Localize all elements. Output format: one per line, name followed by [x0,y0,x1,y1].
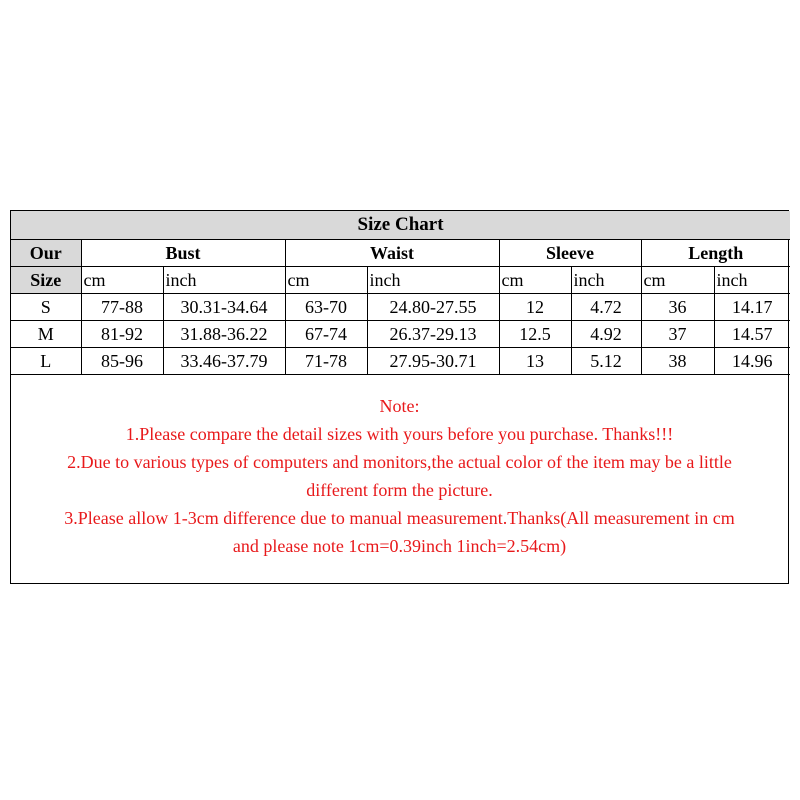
header-size: Size [11,266,81,293]
note-line: 2.Due to various types of computers and monitors,the actual color of the item may be a little [67,451,732,472]
note-line: and please note 1cm=0.39inch 1inch=2.54cm) [232,535,567,556]
cell-sleeve-cm: 13 [499,347,571,374]
cell-size: M [11,320,81,347]
unit-sleeve-inch: inch [571,266,641,293]
unit-waist-cm: cm [285,266,367,293]
unit-waist-inch: inch [367,266,499,293]
chart-title: Size Chart [11,211,790,239]
cell-size: S [11,293,81,320]
note-line: 3.Please allow 1-3cm difference due to manual measurement.Thanks(All measurement in cm [64,507,735,528]
cell-size: L [11,347,81,374]
size-chart [10,210,789,584]
table-row [11,347,790,374]
unit-length-inch: inch [714,266,790,293]
cell-sleeve-inch: 4.92 [571,320,641,347]
cell-bust-cm: 85-96 [81,347,163,374]
cell-sleeve-inch: 4.72 [571,293,641,320]
note-section [11,375,788,560]
cell-bust-inch: 33.46-37.79 [163,347,285,374]
cell-waist-cm: 71-78 [285,347,367,374]
cell-length-cm: 36 [641,293,714,320]
unit-bust-cm: cm [81,266,163,293]
header-bust: Bust [81,239,285,266]
cell-sleeve-cm: 12 [499,293,571,320]
cell-length-inch: 14.57 [714,320,790,347]
cell-waist-inch: 27.95-30.71 [367,347,499,374]
note-line: different form the picture. [306,479,493,500]
cell-bust-cm: 81-92 [81,320,163,347]
cell-waist-inch: 24.80-27.55 [367,293,499,320]
header-row-groups [11,239,790,266]
cell-length-inch: 14.17 [714,293,790,320]
cell-bust-cm: 77-88 [81,293,163,320]
header-sleeve: Sleeve [499,239,641,266]
cell-sleeve-cm: 12.5 [499,320,571,347]
unit-sleeve-cm: cm [499,266,571,293]
cell-waist-cm: 63-70 [285,293,367,320]
table-row [11,293,790,320]
header-length: Length [641,239,790,266]
cell-length-cm: 38 [641,347,714,374]
cell-bust-inch: 30.31-34.64 [163,293,285,320]
unit-length-cm: cm [641,266,714,293]
cell-bust-inch: 31.88-36.22 [163,320,285,347]
size-table [11,211,790,375]
table-row [11,320,790,347]
cell-waist-cm: 67-74 [285,320,367,347]
header-our: Our [11,239,81,266]
cell-sleeve-inch: 5.12 [571,347,641,374]
cell-waist-inch: 26.37-29.13 [367,320,499,347]
note-heading: Note: [379,395,420,416]
cell-length-cm: 37 [641,320,714,347]
unit-bust-inch: inch [163,266,285,293]
header-row-units [11,266,790,293]
header-waist: Waist [285,239,499,266]
cell-length-inch: 14.96 [714,347,790,374]
note-line: 1.Please compare the detail sizes with yours before you purchase. Thanks!!! [125,423,674,444]
